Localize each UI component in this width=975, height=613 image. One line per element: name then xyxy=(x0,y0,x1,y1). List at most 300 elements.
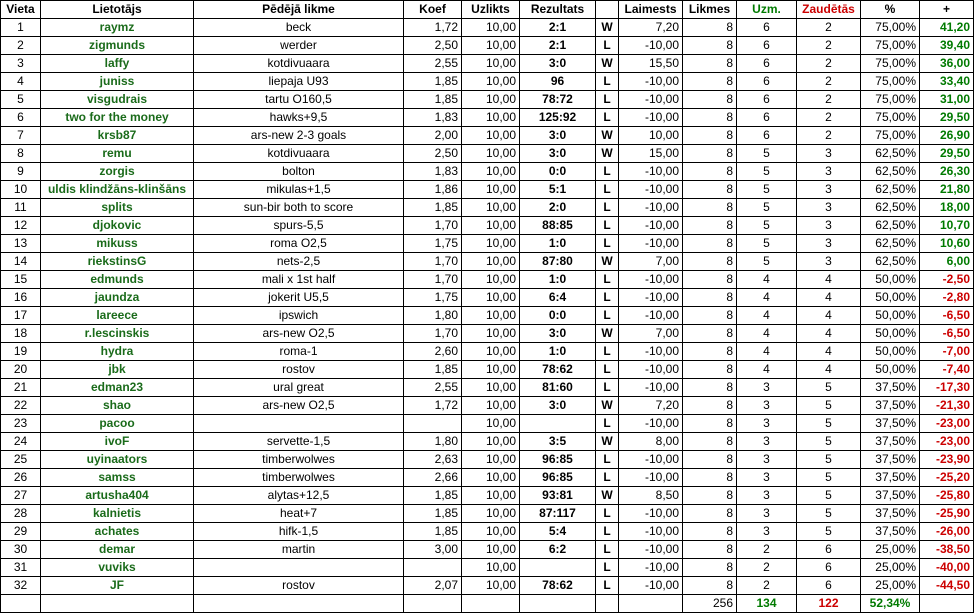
cell-win-loss: L xyxy=(596,163,619,181)
cell-user: shao xyxy=(41,397,194,415)
cell-vieta: 20 xyxy=(1,361,41,379)
cell-user: two for the money xyxy=(41,109,194,127)
cell-likmes: 8 xyxy=(683,91,737,109)
cell-win-loss: L xyxy=(596,91,619,109)
cell-user: edman23 xyxy=(41,379,194,397)
header-uzlikts: Uzlikts xyxy=(462,1,520,19)
cell-laimests: -10,00 xyxy=(619,289,683,307)
cell-zaudetas: 3 xyxy=(797,199,861,217)
cell-win-loss: L xyxy=(596,541,619,559)
cell-win-loss: W xyxy=(596,19,619,37)
cell-uzlikts: 10,00 xyxy=(462,73,520,91)
cell-user: edmunds xyxy=(41,271,194,289)
cell-win-loss: L xyxy=(596,379,619,397)
cell-zaudetas: 5 xyxy=(797,379,861,397)
cell-zaudetas: 3 xyxy=(797,181,861,199)
cell-win-loss: L xyxy=(596,109,619,127)
cell-koef: 1,75 xyxy=(404,289,462,307)
cell-zaudetas: 6 xyxy=(797,559,861,577)
cell-likmes: 8 xyxy=(683,199,737,217)
cell-plus: 41,20 xyxy=(920,19,974,37)
cell-plus: 33,40 xyxy=(920,73,974,91)
cell-user: krsb87 xyxy=(41,127,194,145)
table-row xyxy=(1,541,974,559)
cell-rezultats: 88:85 xyxy=(520,217,596,235)
table-row xyxy=(1,199,974,217)
cell-percent: 75,00% xyxy=(861,109,920,127)
cell-laimests: -10,00 xyxy=(619,109,683,127)
totals-empty xyxy=(41,595,194,613)
cell-uzlikts: 10,00 xyxy=(462,37,520,55)
cell-vieta: 21 xyxy=(1,379,41,397)
cell-vieta: 23 xyxy=(1,415,41,433)
cell-laimests: 15,00 xyxy=(619,145,683,163)
totals-empty xyxy=(1,595,41,613)
cell-laimests: -10,00 xyxy=(619,559,683,577)
cell-vieta: 2 xyxy=(1,37,41,55)
cell-laimests: -10,00 xyxy=(619,523,683,541)
cell-laimests: -10,00 xyxy=(619,91,683,109)
cell-uzlikts: 10,00 xyxy=(462,145,520,163)
header-pedeja-likme: Pēdējā likme xyxy=(194,1,404,19)
cell-likmes: 8 xyxy=(683,541,737,559)
cell-percent: 25,00% xyxy=(861,559,920,577)
cell-rezultats: 5:4 xyxy=(520,523,596,541)
cell-percent: 75,00% xyxy=(861,127,920,145)
cell-last-bet xyxy=(194,415,404,433)
table-row xyxy=(1,19,974,37)
table-row xyxy=(1,181,974,199)
cell-laimests: 8,00 xyxy=(619,433,683,451)
cell-rezultats: 3:0 xyxy=(520,397,596,415)
cell-zaudetas: 4 xyxy=(797,307,861,325)
cell-rezultats: 96:85 xyxy=(520,451,596,469)
cell-uzm: 2 xyxy=(737,577,797,595)
cell-last-bet: kotdivuaara xyxy=(194,55,404,73)
cell-uzlikts: 10,00 xyxy=(462,541,520,559)
cell-vieta: 19 xyxy=(1,343,41,361)
cell-user: vuviks xyxy=(41,559,194,577)
cell-uzm: 3 xyxy=(737,397,797,415)
cell-win-loss: L xyxy=(596,523,619,541)
cell-zaudetas: 3 xyxy=(797,145,861,163)
cell-laimests: -10,00 xyxy=(619,73,683,91)
cell-koef: 2,07 xyxy=(404,577,462,595)
cell-plus: 31,00 xyxy=(920,91,974,109)
cell-plus: -25,20 xyxy=(920,469,974,487)
cell-likmes: 8 xyxy=(683,415,737,433)
cell-likmes: 8 xyxy=(683,37,737,55)
cell-win-loss: L xyxy=(596,289,619,307)
cell-laimests: -10,00 xyxy=(619,235,683,253)
header-koef: Koef xyxy=(404,1,462,19)
table-row xyxy=(1,451,974,469)
cell-plus: 6,00 xyxy=(920,253,974,271)
cell-plus: 29,50 xyxy=(920,145,974,163)
cell-last-bet: mikulas+1,5 xyxy=(194,181,404,199)
cell-percent: 62,50% xyxy=(861,181,920,199)
cell-rezultats: 81:60 xyxy=(520,379,596,397)
cell-win-loss: W xyxy=(596,127,619,145)
cell-plus: 29,50 xyxy=(920,109,974,127)
cell-last-bet: hifk-1,5 xyxy=(194,523,404,541)
cell-percent: 37,50% xyxy=(861,397,920,415)
table-row xyxy=(1,523,974,541)
cell-uzlikts: 10,00 xyxy=(462,325,520,343)
table-row xyxy=(1,163,974,181)
cell-uzlikts: 10,00 xyxy=(462,487,520,505)
cell-koef: 2,00 xyxy=(404,127,462,145)
totals-empty xyxy=(462,595,520,613)
cell-rezultats: 3:5 xyxy=(520,433,596,451)
cell-last-bet: nets-2,5 xyxy=(194,253,404,271)
cell-zaudetas: 5 xyxy=(797,397,861,415)
cell-likmes: 8 xyxy=(683,127,737,145)
cell-last-bet: sun-bir both to score xyxy=(194,199,404,217)
cell-user: uldis klindžāns-klinšāns xyxy=(41,181,194,199)
cell-uzlikts: 10,00 xyxy=(462,523,520,541)
cell-vieta: 27 xyxy=(1,487,41,505)
cell-uzlikts: 10,00 xyxy=(462,379,520,397)
cell-koef: 2,50 xyxy=(404,145,462,163)
cell-percent: 25,00% xyxy=(861,541,920,559)
cell-vieta: 32 xyxy=(1,577,41,595)
cell-laimests: 7,20 xyxy=(619,397,683,415)
cell-rezultats: 78:62 xyxy=(520,361,596,379)
cell-uzm: 3 xyxy=(737,433,797,451)
cell-koef: 1,70 xyxy=(404,325,462,343)
cell-vieta: 11 xyxy=(1,199,41,217)
cell-koef: 1,85 xyxy=(404,91,462,109)
cell-win-loss: W xyxy=(596,55,619,73)
cell-win-loss: L xyxy=(596,469,619,487)
cell-plus: -17,30 xyxy=(920,379,974,397)
cell-likmes: 8 xyxy=(683,433,737,451)
cell-percent: 75,00% xyxy=(861,73,920,91)
cell-uzlikts: 10,00 xyxy=(462,55,520,73)
cell-likmes: 8 xyxy=(683,325,737,343)
cell-uzlikts: 10,00 xyxy=(462,397,520,415)
header-vieta: Vieta xyxy=(1,1,41,19)
cell-uzm: 2 xyxy=(737,541,797,559)
cell-win-loss: L xyxy=(596,307,619,325)
cell-user: jbk xyxy=(41,361,194,379)
cell-plus: -38,50 xyxy=(920,541,974,559)
cell-user: samss xyxy=(41,469,194,487)
cell-plus: 21,80 xyxy=(920,181,974,199)
cell-zaudetas: 5 xyxy=(797,469,861,487)
cell-win-loss: L xyxy=(596,271,619,289)
cell-rezultats: 3:0 xyxy=(520,55,596,73)
cell-laimests: -10,00 xyxy=(619,307,683,325)
cell-percent: 37,50% xyxy=(861,505,920,523)
cell-user: kalnietis xyxy=(41,505,194,523)
cell-koef: 1,70 xyxy=(404,217,462,235)
header-lietotajs: Lietotājs xyxy=(41,1,194,19)
cell-user: uyinaators xyxy=(41,451,194,469)
cell-likmes: 8 xyxy=(683,397,737,415)
cell-laimests: -10,00 xyxy=(619,163,683,181)
cell-last-bet: ars-new 2-3 goals xyxy=(194,127,404,145)
cell-plus: -23,00 xyxy=(920,415,974,433)
cell-last-bet: ipswich xyxy=(194,307,404,325)
cell-percent: 50,00% xyxy=(861,289,920,307)
cell-likmes: 8 xyxy=(683,181,737,199)
cell-zaudetas: 6 xyxy=(797,541,861,559)
cell-last-bet: hawks+9,5 xyxy=(194,109,404,127)
cell-rezultats: 87:117 xyxy=(520,505,596,523)
cell-likmes: 8 xyxy=(683,469,737,487)
cell-uzlikts: 10,00 xyxy=(462,127,520,145)
cell-vieta: 25 xyxy=(1,451,41,469)
cell-uzlikts: 10,00 xyxy=(462,361,520,379)
totals-empty xyxy=(520,595,596,613)
cell-laimests: 10,00 xyxy=(619,127,683,145)
cell-vieta: 16 xyxy=(1,289,41,307)
cell-uzlikts: 10,00 xyxy=(462,577,520,595)
cell-rezultats: 0:0 xyxy=(520,307,596,325)
cell-vieta: 4 xyxy=(1,73,41,91)
cell-rezultats: 78:62 xyxy=(520,577,596,595)
cell-zaudetas: 5 xyxy=(797,523,861,541)
cell-user: lareece xyxy=(41,307,194,325)
totals-percent: 52,34% xyxy=(861,595,920,613)
cell-zaudetas: 5 xyxy=(797,433,861,451)
cell-uzlikts: 10,00 xyxy=(462,217,520,235)
cell-uzlikts: 10,00 xyxy=(462,19,520,37)
cell-plus: -21,30 xyxy=(920,397,974,415)
cell-last-bet: ars-new O2,5 xyxy=(194,325,404,343)
cell-zaudetas: 3 xyxy=(797,163,861,181)
cell-rezultats: 96 xyxy=(520,73,596,91)
cell-user: JF xyxy=(41,577,194,595)
cell-vieta: 31 xyxy=(1,559,41,577)
cell-zaudetas: 5 xyxy=(797,487,861,505)
cell-vieta: 14 xyxy=(1,253,41,271)
cell-zaudetas: 6 xyxy=(797,577,861,595)
cell-uzm: 3 xyxy=(737,505,797,523)
cell-last-bet: jokerit U5,5 xyxy=(194,289,404,307)
cell-uzm: 3 xyxy=(737,379,797,397)
cell-percent: 37,50% xyxy=(861,469,920,487)
cell-vieta: 5 xyxy=(1,91,41,109)
cell-percent: 25,00% xyxy=(861,577,920,595)
cell-zaudetas: 3 xyxy=(797,217,861,235)
cell-uzm: 4 xyxy=(737,361,797,379)
cell-win-loss: W xyxy=(596,253,619,271)
cell-vieta: 3 xyxy=(1,55,41,73)
cell-likmes: 8 xyxy=(683,217,737,235)
cell-uzm: 3 xyxy=(737,451,797,469)
cell-likmes: 8 xyxy=(683,109,737,127)
cell-uzm: 3 xyxy=(737,487,797,505)
cell-percent: 62,50% xyxy=(861,217,920,235)
cell-vieta: 10 xyxy=(1,181,41,199)
cell-plus: -26,00 xyxy=(920,523,974,541)
table-row xyxy=(1,235,974,253)
cell-zaudetas: 3 xyxy=(797,235,861,253)
cell-user: pacoo xyxy=(41,415,194,433)
table-row xyxy=(1,433,974,451)
cell-uzm: 4 xyxy=(737,307,797,325)
table-row xyxy=(1,73,974,91)
cell-uzlikts: 10,00 xyxy=(462,307,520,325)
cell-koef: 1,80 xyxy=(404,433,462,451)
cell-rezultats: 125:92 xyxy=(520,109,596,127)
table-row xyxy=(1,145,974,163)
cell-laimests: -10,00 xyxy=(619,505,683,523)
cell-laimests: -10,00 xyxy=(619,199,683,217)
cell-uzlikts: 10,00 xyxy=(462,253,520,271)
cell-plus: -25,80 xyxy=(920,487,974,505)
cell-koef: 1,72 xyxy=(404,397,462,415)
cell-uzm: 5 xyxy=(737,217,797,235)
cell-last-bet: ural great xyxy=(194,379,404,397)
cell-likmes: 8 xyxy=(683,163,737,181)
table-row xyxy=(1,307,974,325)
cell-last-bet: rostov xyxy=(194,577,404,595)
cell-percent: 50,00% xyxy=(861,307,920,325)
cell-uzlikts: 10,00 xyxy=(462,469,520,487)
cell-zaudetas: 2 xyxy=(797,127,861,145)
cell-plus: -23,00 xyxy=(920,433,974,451)
cell-win-loss: W xyxy=(596,433,619,451)
cell-rezultats: 96:85 xyxy=(520,469,596,487)
cell-uzlikts: 10,00 xyxy=(462,271,520,289)
cell-likmes: 8 xyxy=(683,379,737,397)
cell-koef: 2,55 xyxy=(404,55,462,73)
cell-zaudetas: 5 xyxy=(797,505,861,523)
cell-uzm: 5 xyxy=(737,253,797,271)
cell-likmes: 8 xyxy=(683,55,737,73)
cell-uzm: 5 xyxy=(737,145,797,163)
cell-rezultats: 3:0 xyxy=(520,145,596,163)
table-row xyxy=(1,577,974,595)
cell-uzlikts: 10,00 xyxy=(462,559,520,577)
cell-rezultats: 2:1 xyxy=(520,19,596,37)
table-row xyxy=(1,361,974,379)
cell-koef: 1,86 xyxy=(404,181,462,199)
cell-plus: 18,00 xyxy=(920,199,974,217)
cell-user: demar xyxy=(41,541,194,559)
cell-plus: -6,50 xyxy=(920,307,974,325)
cell-last-bet: alytas+12,5 xyxy=(194,487,404,505)
table-row xyxy=(1,271,974,289)
cell-laimests: -10,00 xyxy=(619,343,683,361)
header-likmes: Likmes xyxy=(683,1,737,19)
cell-laimests: 15,50 xyxy=(619,55,683,73)
cell-koef: 2,63 xyxy=(404,451,462,469)
cell-plus: -2,80 xyxy=(920,289,974,307)
cell-win-loss: L xyxy=(596,217,619,235)
cell-laimests: -10,00 xyxy=(619,379,683,397)
cell-vieta: 22 xyxy=(1,397,41,415)
table-row xyxy=(1,37,974,55)
cell-percent: 75,00% xyxy=(861,91,920,109)
cell-plus: 36,00 xyxy=(920,55,974,73)
cell-rezultats: 3:0 xyxy=(520,127,596,145)
cell-zaudetas: 4 xyxy=(797,325,861,343)
cell-uzm: 5 xyxy=(737,163,797,181)
cell-last-bet: tartu O160,5 xyxy=(194,91,404,109)
cell-laimests: 7,00 xyxy=(619,325,683,343)
cell-rezultats: 2:1 xyxy=(520,37,596,55)
cell-likmes: 8 xyxy=(683,145,737,163)
header-rezultats: Rezultats xyxy=(520,1,596,19)
cell-laimests: -10,00 xyxy=(619,541,683,559)
totals-empty xyxy=(619,595,683,613)
cell-percent: 37,50% xyxy=(861,379,920,397)
totals-empty xyxy=(194,595,404,613)
cell-win-loss: L xyxy=(596,199,619,217)
cell-uzm: 2 xyxy=(737,559,797,577)
cell-plus: 26,90 xyxy=(920,127,974,145)
cell-uzm: 4 xyxy=(737,289,797,307)
cell-last-bet: bolton xyxy=(194,163,404,181)
cell-last-bet: rostov xyxy=(194,361,404,379)
totals-zaudetas: 122 xyxy=(797,595,861,613)
header-uzm: Uzm. xyxy=(737,1,797,19)
cell-koef: 2,66 xyxy=(404,469,462,487)
cell-last-bet: timberwolwes xyxy=(194,469,404,487)
cell-user: artusha404 xyxy=(41,487,194,505)
table-row xyxy=(1,91,974,109)
cell-win-loss: L xyxy=(596,361,619,379)
header-percent: % xyxy=(861,1,920,19)
cell-likmes: 8 xyxy=(683,559,737,577)
table-row xyxy=(1,379,974,397)
cell-win-loss: L xyxy=(596,37,619,55)
cell-user: zigmunds xyxy=(41,37,194,55)
cell-uzm: 5 xyxy=(737,199,797,217)
cell-user: zorgis xyxy=(41,163,194,181)
cell-rezultats: 3:0 xyxy=(520,325,596,343)
cell-uzlikts: 10,00 xyxy=(462,415,520,433)
cell-koef: 1,83 xyxy=(404,163,462,181)
cell-last-bet: mali x 1st half xyxy=(194,271,404,289)
cell-koef xyxy=(404,559,462,577)
cell-win-loss: L xyxy=(596,415,619,433)
cell-vieta: 17 xyxy=(1,307,41,325)
cell-zaudetas: 3 xyxy=(797,253,861,271)
cell-uzlikts: 10,00 xyxy=(462,199,520,217)
cell-uzm: 5 xyxy=(737,235,797,253)
cell-vieta: 28 xyxy=(1,505,41,523)
table-row xyxy=(1,253,974,271)
table-row xyxy=(1,127,974,145)
cell-likmes: 8 xyxy=(683,343,737,361)
cell-win-loss: L xyxy=(596,73,619,91)
cell-user: achates xyxy=(41,523,194,541)
cell-likmes: 8 xyxy=(683,307,737,325)
totals-empty xyxy=(920,595,974,613)
cell-uzlikts: 10,00 xyxy=(462,235,520,253)
cell-plus: -40,00 xyxy=(920,559,974,577)
cell-uzlikts: 10,00 xyxy=(462,91,520,109)
cell-percent: 37,50% xyxy=(861,487,920,505)
cell-last-bet: ars-new O2,5 xyxy=(194,397,404,415)
cell-plus: -25,90 xyxy=(920,505,974,523)
cell-rezultats: 0:0 xyxy=(520,163,596,181)
table-row xyxy=(1,415,974,433)
cell-likmes: 8 xyxy=(683,253,737,271)
cell-vieta: 18 xyxy=(1,325,41,343)
cell-percent: 37,50% xyxy=(861,523,920,541)
totals-uzm: 134 xyxy=(737,595,797,613)
cell-rezultats: 1:0 xyxy=(520,271,596,289)
cell-percent: 37,50% xyxy=(861,433,920,451)
cell-user: raymz xyxy=(41,19,194,37)
